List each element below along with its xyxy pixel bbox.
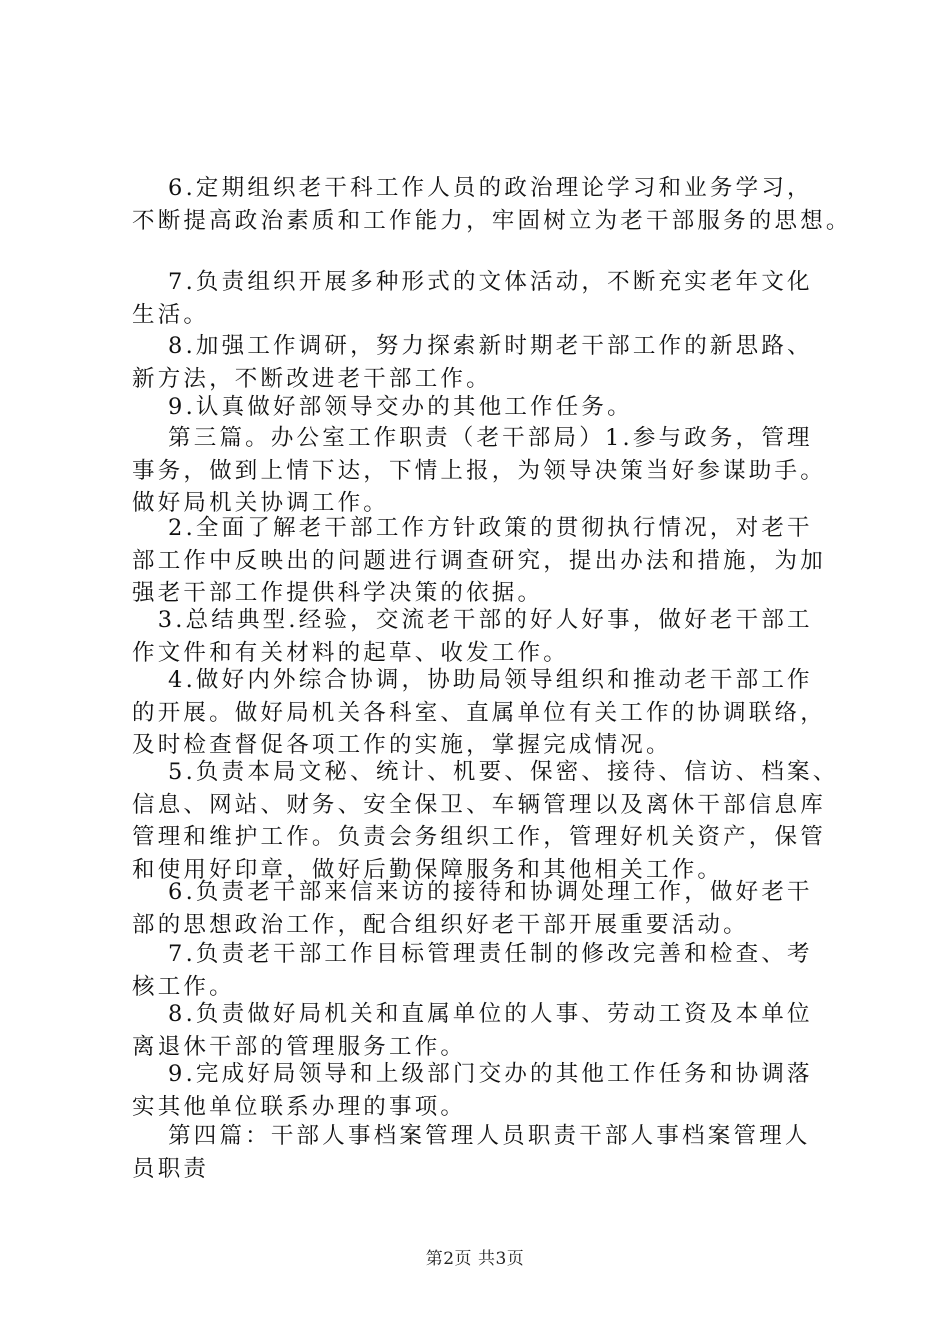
- text-line: 6.负责老干部来信来访的接待和协调处理工作，做好老干: [132, 879, 813, 905]
- paragraph-3: [132, 330, 852, 395]
- paragraph-10: [132, 876, 852, 941]
- text-line: 及时检查督促各项工作的实施，掌握完成情况。: [132, 732, 672, 758]
- paragraph-1: [132, 172, 852, 237]
- text-line: 9.完成好局领导和上级部门交办的其他工作任务和协调落: [132, 1061, 813, 1087]
- text-line: 离退休干部的管理服务工作。: [132, 1033, 467, 1060]
- paragraph-5: [132, 422, 852, 520]
- text-line: 生活。: [132, 301, 210, 328]
- text-line: 管理和维护工作。负责会务组织工作，管理好机关资产，保管: [132, 824, 826, 850]
- paragraph-9: [132, 756, 852, 886]
- text-line: 强老干部工作提供科学决策的依据。: [132, 580, 544, 606]
- text-line: 部的思想政治工作，配合组织好老干部开展重要活动。: [132, 911, 749, 938]
- page-number-footer: 第2页 共3页: [425, 1249, 525, 1269]
- text-line: 7.负责老干部工作目标管理责任制的修改完善和检查、考: [132, 941, 813, 967]
- paragraph-7: [132, 604, 852, 669]
- text-line: 5.负责本局文秘、统计、机要、保密、接待、信访、档案、: [132, 759, 839, 785]
- text-line: 9.认真做好部领导交办的其他工作任务。: [132, 394, 633, 420]
- paragraph-2: [132, 266, 852, 331]
- paragraph-4: [132, 391, 852, 424]
- text-line: 做好局机关协调工作。: [132, 490, 390, 516]
- paragraph-13: [132, 1058, 852, 1123]
- text-line: 8.负责做好局机关和直属单位的人事、劳动工资及本单位: [132, 1001, 813, 1027]
- text-line: 6.定期组织老干科工作人员的政治理论学习和业务学习，: [132, 175, 813, 201]
- paragraph-11: [132, 938, 852, 1003]
- text-line: 第三篇。办公室工作职责（老干部局）1.参与政务，管理: [132, 425, 813, 451]
- text-line: 事务，做到上情下达，下情上报，为领导决策当好参谋助手。: [132, 457, 826, 484]
- text-line: 核工作。: [132, 973, 235, 1000]
- text-line: 7.负责组织开展多种形式的文体活动，不断充实老年文化: [132, 269, 813, 295]
- paragraph-14: [132, 1120, 852, 1185]
- text-line: 2.全面了解老干部工作方针政策的贯彻执行情况，对老干: [132, 515, 813, 541]
- text-line: 3.总结典型.经验，交流老干部的好人好事，做好老干部工: [132, 607, 813, 633]
- text-line: 第四篇：干部人事档案管理人员职责干部人事档案管理人: [132, 1123, 811, 1149]
- text-line: 员职责: [132, 1155, 210, 1182]
- text-line: 不断提高政治素质和工作能力，牢固树立为老干部服务的思想。: [132, 207, 852, 234]
- paragraph-6: [132, 512, 852, 610]
- text-line: 实其他单位联系办理的事项。: [132, 1093, 467, 1120]
- text-line: 8.加强工作调研，努力探索新时期老干部工作的新思路、: [132, 333, 813, 359]
- text-line: 作文件和有关材料的起草、收发工作。: [132, 639, 569, 666]
- paragraph-8: [132, 664, 852, 762]
- text-line: 4.做好内外综合协调，协助局领导组织和推动老干部工作: [132, 667, 813, 693]
- text-line: 信息、网站、财务、安全保卫、车辆管理以及离休干部信息库: [132, 791, 826, 818]
- text-line: 的开展。做好局机关各科室、直属单位有关工作的协调联络，: [132, 699, 826, 726]
- paragraph-12: [132, 998, 852, 1063]
- text-line: 新方法，不断改进老干部工作。: [132, 365, 492, 392]
- text-line: 和使用好印章，做好后勤保障服务和其他相关工作。: [132, 856, 724, 883]
- text-line: 部工作中反映出的问题进行调查研究，提出办法和措施，为加: [132, 547, 826, 574]
